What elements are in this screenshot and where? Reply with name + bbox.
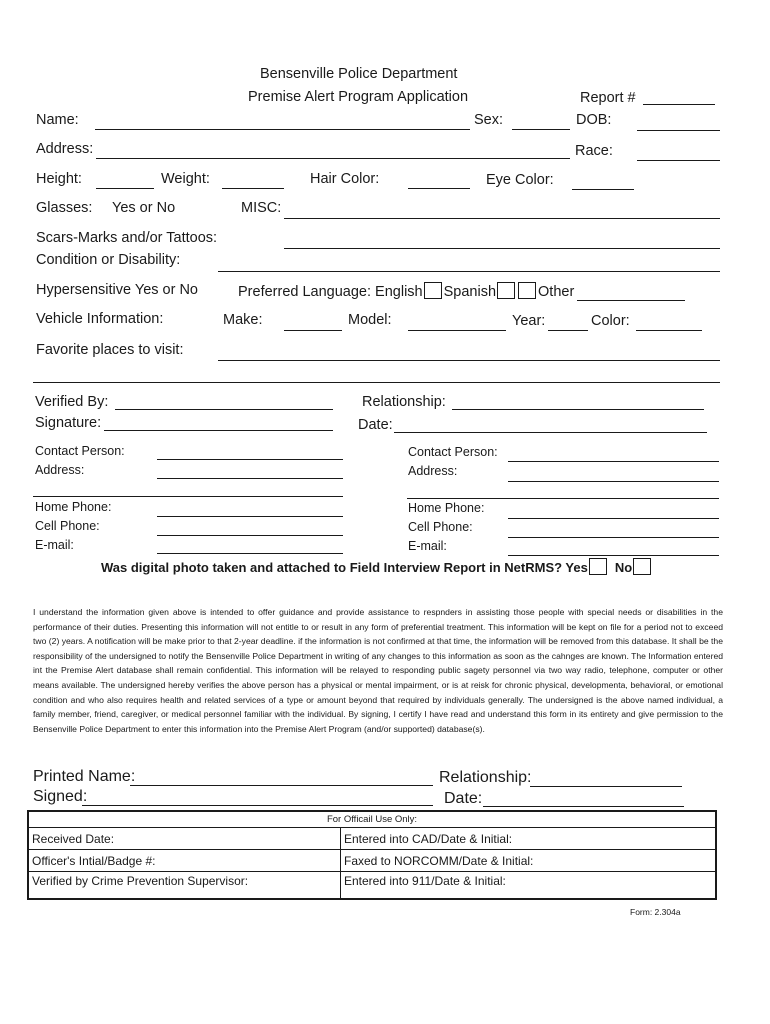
dob-field[interactable] <box>637 130 720 131</box>
condition-field[interactable] <box>218 271 720 272</box>
preferred-language-row <box>238 282 574 300</box>
received-date-cell[interactable]: Received Date: <box>28 828 341 850</box>
color-label: Color: <box>591 313 630 329</box>
hair-color-label: Hair Color: <box>310 171 380 187</box>
other-language-field[interactable] <box>577 300 685 301</box>
favorite-places-label: Favorite places to visit: <box>36 342 184 358</box>
photo-question <box>101 558 653 575</box>
signoff-relationship-field[interactable] <box>530 786 682 787</box>
height-label: Height: <box>36 171 82 187</box>
contact2-address-field-2[interactable] <box>407 498 719 499</box>
height-field[interactable] <box>96 188 154 189</box>
sex-label: Sex: <box>474 112 504 128</box>
verified-by-label: Verified By: <box>35 394 109 410</box>
model-field[interactable] <box>408 330 506 331</box>
contact1-cell-phone-label: Cell Phone: <box>35 519 100 533</box>
contact1-address-label: Address: <box>35 463 85 477</box>
photo-question-text: Was digital photo taken and attached to Field Interview Report in NetRMS? Yes <box>101 560 588 575</box>
scars-label: Scars-Marks and/or Tattoos: <box>36 230 218 246</box>
contact1-home-phone-label: Home Phone: <box>35 500 112 514</box>
printed-name-field[interactable] <box>130 785 433 786</box>
signoff-date-field[interactable] <box>483 806 684 807</box>
year-label: Year: <box>512 313 546 329</box>
contact2-home-phone-label: Home Phone: <box>408 501 485 515</box>
disclaimer-text: I understand the information given above is intended to offer guidance and provide assistance to respnders in assisting those people with special needs or disabilities in the performance of their duties. Presenting this information will not entitle to or result in any form of preferential treatment. This information will be kept on file for a period not to exceed two (2) years. A notification will be make prior to that 2-year deadline. if the information is not confirmed at that time, the information will be removed from this database. It shall be the responsibility of the undersigned to notify the Bensenville Police Department in writing of any changes to this information as soon as the cahnges are known. The Information entered int the Premise Alert database shall remain confidential. This information will be relayed to responding public sagety personnel via two way radio, telephone, computer or other means available. The undersigned hereby verifies the above person has a physical or mental impairment, or is at reisk for chronic physical, developmenta, behavioral, or emotional condition and who also requires health and related services of a type or amount beyond that required by individuals generally. The undersigned is the above named individual, a family member, friend, caregiver, or medical personnel familiar with the individual. By signing, I certify I have read and understand this form in its entirety and give permission to the Bensenville Police Department to enter this information into the Premise Alert Program (and/or supported) database(s). <box>33 607 723 734</box>
race-label: Race: <box>575 143 613 159</box>
weight-field[interactable] <box>222 188 284 189</box>
officer-badge-cell[interactable]: Officer's Intial/Badge #: <box>28 850 341 872</box>
photo-yes-checkbox[interactable] <box>589 558 607 575</box>
make-label: Make: <box>223 312 263 328</box>
disclaimer-paragraph <box>33 605 723 736</box>
contact2-home-phone-field[interactable] <box>508 518 719 519</box>
contact1-address-field[interactable] <box>157 478 343 479</box>
faxed-norcomm-cell[interactable]: Faxed to NORCOMM/Date & Initial: <box>341 850 717 872</box>
vehicle-info-label: Vehicle Information: <box>36 311 164 327</box>
department-name: Bensenville Police Department <box>260 66 458 82</box>
dob-label: DOB: <box>576 112 612 128</box>
spanish-checkbox[interactable] <box>497 282 515 299</box>
color-field[interactable] <box>636 330 702 331</box>
sex-field[interactable] <box>512 129 570 130</box>
report-number-field[interactable] <box>643 104 715 105</box>
contact1-cell-phone-field[interactable] <box>157 535 343 536</box>
contact2-cell-phone-field[interactable] <box>508 537 719 538</box>
race-field[interactable] <box>637 160 720 161</box>
signature-label: Signature: <box>35 415 102 431</box>
glasses-label: Glasses: <box>36 200 93 216</box>
signed-label: Signed: <box>33 788 88 805</box>
misc-field[interactable] <box>284 218 720 219</box>
contact2-email-label: E-mail: <box>408 539 447 553</box>
scars-field[interactable] <box>284 248 720 249</box>
glasses-options[interactable]: Yes or No <box>112 200 176 216</box>
contact2-email-field[interactable] <box>508 555 719 556</box>
entered-cad-cell[interactable]: Entered into CAD/Date & Initial: <box>341 828 717 850</box>
photo-no-checkbox[interactable] <box>633 558 651 575</box>
address-field[interactable] <box>96 158 570 159</box>
verified-by-field[interactable] <box>115 409 333 410</box>
other-checkbox[interactable] <box>518 282 536 299</box>
signoff-date-label: Date: <box>444 790 483 807</box>
contact1-address-field-2[interactable] <box>33 496 343 497</box>
hair-color-field[interactable] <box>408 188 470 189</box>
relationship-field[interactable] <box>452 409 704 410</box>
official-use-table <box>27 810 717 900</box>
eye-color-field[interactable] <box>572 189 634 190</box>
other-label: Other <box>538 284 575 300</box>
entered-911-cell[interactable]: Entered into 911/Date & Initial: <box>341 872 717 900</box>
form-number: Form: 2.304a <box>630 907 681 917</box>
form-title: Premise Alert Program Application <box>248 89 469 105</box>
photo-no-label: No <box>614 560 633 575</box>
year-field[interactable] <box>548 330 588 331</box>
signoff-relationship-label: Relationship: <box>439 769 532 786</box>
contact1-email-label: E-mail: <box>35 538 74 552</box>
contact2-address-field[interactable] <box>508 481 719 482</box>
contact1-email-field[interactable] <box>157 553 343 554</box>
address-label: Address: <box>36 141 94 157</box>
printed-name-label: Printed Name: <box>33 768 136 785</box>
hypersensitive-label[interactable]: Hypersensitive Yes or No <box>36 282 198 298</box>
weight-label: Weight: <box>161 171 210 187</box>
report-number-label: Report # <box>580 90 636 106</box>
verified-supervisor-cell[interactable]: Verified by Crime Prevention Supervisor: <box>28 872 341 900</box>
contact2-person-label: Contact Person: <box>408 445 498 459</box>
contact2-person-field[interactable] <box>508 461 719 462</box>
verification-date-label: Date: <box>358 417 393 433</box>
official-use-header: For Officail Use Only: <box>28 811 716 828</box>
contact1-home-phone-field[interactable] <box>157 516 343 517</box>
preferred-language-label: Preferred Language: English <box>238 284 423 300</box>
signed-field[interactable] <box>82 805 433 806</box>
condition-label: Condition or Disability: <box>36 252 181 268</box>
make-field[interactable] <box>284 330 342 331</box>
contact2-address-label: Address: <box>408 464 458 478</box>
signature-field[interactable] <box>104 430 333 431</box>
name-label: Name: <box>36 112 79 128</box>
eye-color-label: Eye Color: <box>486 172 554 188</box>
favorite-places-field[interactable] <box>218 360 720 361</box>
favorite-places-field-2[interactable] <box>33 382 720 383</box>
contact1-person-field[interactable] <box>157 459 343 460</box>
misc-label: MISC: <box>241 200 282 216</box>
verification-date-field[interactable] <box>394 432 707 433</box>
spanish-label: Spanish <box>443 284 497 300</box>
contact2-cell-phone-label: Cell Phone: <box>408 520 473 534</box>
model-label: Model: <box>348 312 392 328</box>
english-checkbox[interactable] <box>424 282 442 299</box>
contact1-person-label: Contact Person: <box>35 444 125 458</box>
name-field[interactable] <box>95 129 470 130</box>
relationship-label: Relationship: <box>362 394 446 410</box>
